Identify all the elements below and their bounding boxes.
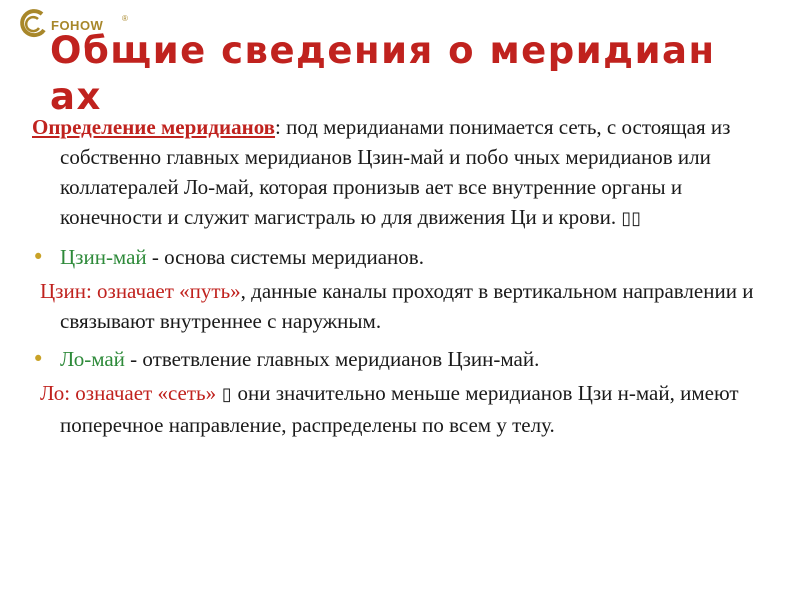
logo-swirl-icon	[18, 8, 48, 42]
sub-text: , данные каналы проходят в вертикальном направлении и связывают внутреннее с наружным.	[60, 279, 754, 333]
slide-title: Общие сведения о меридиан ах	[50, 29, 716, 118]
bullet-item-jing-mai	[32, 242, 782, 272]
sub-text: они значительно меньше меридианов Цзи н-май, имеют поперечное направление, распределены по всем у телу.	[60, 381, 739, 437]
bullet-text: - ответвление главных меридианов Цзин-май.	[124, 347, 540, 371]
bullet-text: - основа системы меридианов.	[146, 245, 424, 269]
bullet-term: Цзин-май	[60, 245, 147, 269]
definition-paragraph	[32, 112, 782, 234]
bullet-term: Ло-май	[60, 347, 125, 371]
sub-term: Цзин: означает «путь»	[40, 279, 241, 303]
sub-term: Ло: означает «сеть»	[40, 381, 217, 405]
bullet-item-luo-mai	[32, 344, 782, 374]
definition-term: Определение меридианов	[32, 115, 276, 139]
sub-paragraph-luo	[32, 378, 782, 440]
sub-paragraph-jing	[32, 276, 782, 336]
definition-glyphs: ▯▯	[621, 208, 642, 229]
definition-text: : под меридианами понимается сеть, с остоящая из собственно главных меридианов Цзин-май и побо чных меридианов или коллатералей Ло-май, которая пронизыв ает все внутренние органы и конечности и служит магистраль ю для движения Ци и крови.	[60, 115, 731, 229]
logo-text: FOHOW	[51, 18, 104, 33]
logo-registered-mark: ®	[122, 14, 128, 23]
slide-body	[32, 112, 782, 440]
sub-glyph: ▯	[216, 384, 238, 405]
bullet-dot-icon: •	[32, 245, 45, 269]
bullet-dot-icon: •	[32, 347, 45, 371]
